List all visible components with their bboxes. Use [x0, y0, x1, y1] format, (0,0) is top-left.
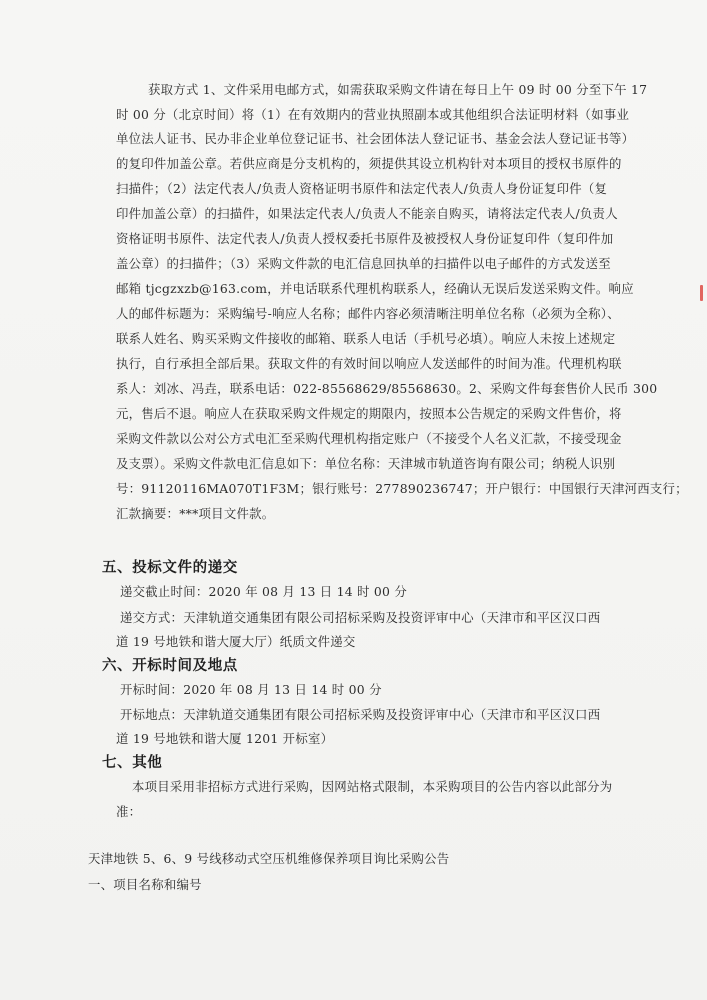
seal-edge-mark	[700, 285, 703, 301]
section7-line-2: 准：	[116, 804, 142, 819]
acquire-line-8: 盖公章）的扫描件；（3）采购文件款的电汇信息回执单的扫描件以电子邮件的方式发送至	[116, 256, 611, 271]
section5-line-2: 递交方式：天津轨道交通集团有限公司招标采购及投资评审中心（天津市和平区汉口西	[120, 610, 601, 625]
item-one: 一、项目名称和编号	[88, 877, 202, 892]
acquire-line-11: 联系人姓名、购买采购文件接收的邮箱、联系人电话（手机号必填）。响应人未按上述规定	[116, 331, 616, 346]
section6-line-1: 开标时间：2020 年 08 月 13 日 14 时 00 分	[120, 682, 382, 697]
section5-heading: 五、投标文件的递交	[102, 560, 238, 576]
section7-heading: 七、其他	[102, 755, 163, 771]
acquire-line-14: 元，售后不退。响应人在获取采购文件规定的期限内，按照本公告规定的采购文件售价，将	[116, 406, 622, 421]
acquire-line-12: 执行，自行承担全部后果。获取文件的有效时间以响应人发送邮件的时间为准。代理机构联	[116, 356, 622, 371]
acquire-line-6: 印件加盖公章）的扫描件，如果法定代表人/负责人不能亲自购买，请将法定代表人/负责人	[116, 206, 618, 221]
section6-heading: 六、开标时间及地点	[102, 658, 238, 674]
acquire-line-16: 及支票）。采购文件款电汇信息如下：单位名称：天津城市轨道咨询有限公司；纳税人识别	[116, 456, 616, 471]
notice-title: 天津地铁 5、6、9 号线移动式空压机维修保养项目询比采购公告	[88, 851, 450, 866]
acquire-line-13: 系人：刘冰、冯垚，联系电话：022-85568629/85568630。2、采购文件每套售价人民币 300	[116, 381, 658, 396]
acquire-line-5: 扫描件；（2）法定代表人/负责人资格证明书原件和法定代表人/负责人身份证复印件（复	[116, 181, 608, 196]
section5-line-3: 道 19 号地铁和谐大厦大厅）纸质文件递交	[116, 634, 356, 649]
acquire-line-4: 的复印件加盖公章。若供应商是分支机构的，须提供其设立机构针对本项目的授权书原件的	[116, 156, 622, 171]
section7-line-1: 本项目采用非招标方式进行采购，因网站格式限制，本采购项目的公告内容以此部分为	[132, 779, 613, 794]
section5-line-1: 递交截止时间：2020 年 08 月 13 日 14 时 00 分	[120, 584, 407, 599]
acquire-line-15: 采购文件款以公对公方式电汇至采购代理机构指定账户（不接受个人名义汇款，不接受现金	[116, 431, 622, 446]
acquire-line-1: 获取方式 1、文件采用电邮方式，如需获取采购文件请在每日上午 09 时 00 分至下午 17	[148, 82, 648, 97]
acquire-line-3: 单位法人证书、民办非企业单位登记证书、社会团体法人登记证书、基金会法人登记证书等）	[116, 131, 635, 146]
acquire-line-7: 资格证明书原件、法定代表人/负责人授权委托书原件及被授权人身份证复印件（复印件加	[116, 231, 614, 246]
acquire-line-10: 人的邮件标题为：采购编号-响应人名称；邮件内容必须清晰注明单位名称（必须为全称）、	[116, 306, 620, 321]
acquire-line-18: 汇款摘要：***项目文件款。	[116, 506, 275, 521]
section6-line-2: 开标地点：天津轨道交通集团有限公司招标采购及投资评审中心（天津市和平区汉口西	[120, 707, 601, 722]
acquire-line-9: 邮箱 tjcgzxzb@163.com，并电话联系代理机构联系人，经确认无误后发送采购文件。响应	[116, 281, 634, 296]
section6-line-3: 道 19 号地铁和谐大厦 1201 开标室）	[116, 731, 334, 746]
acquire-line-17: 号：91120116MA070T1F3M；银行账号：277890236747；开户银行：中国银行天津河西支行；	[116, 481, 688, 496]
acquire-line-2: 时 00 分（北京时间）将（1）在有效期内的营业执照副本或其他组织合法证明材料（如事业	[116, 107, 630, 122]
